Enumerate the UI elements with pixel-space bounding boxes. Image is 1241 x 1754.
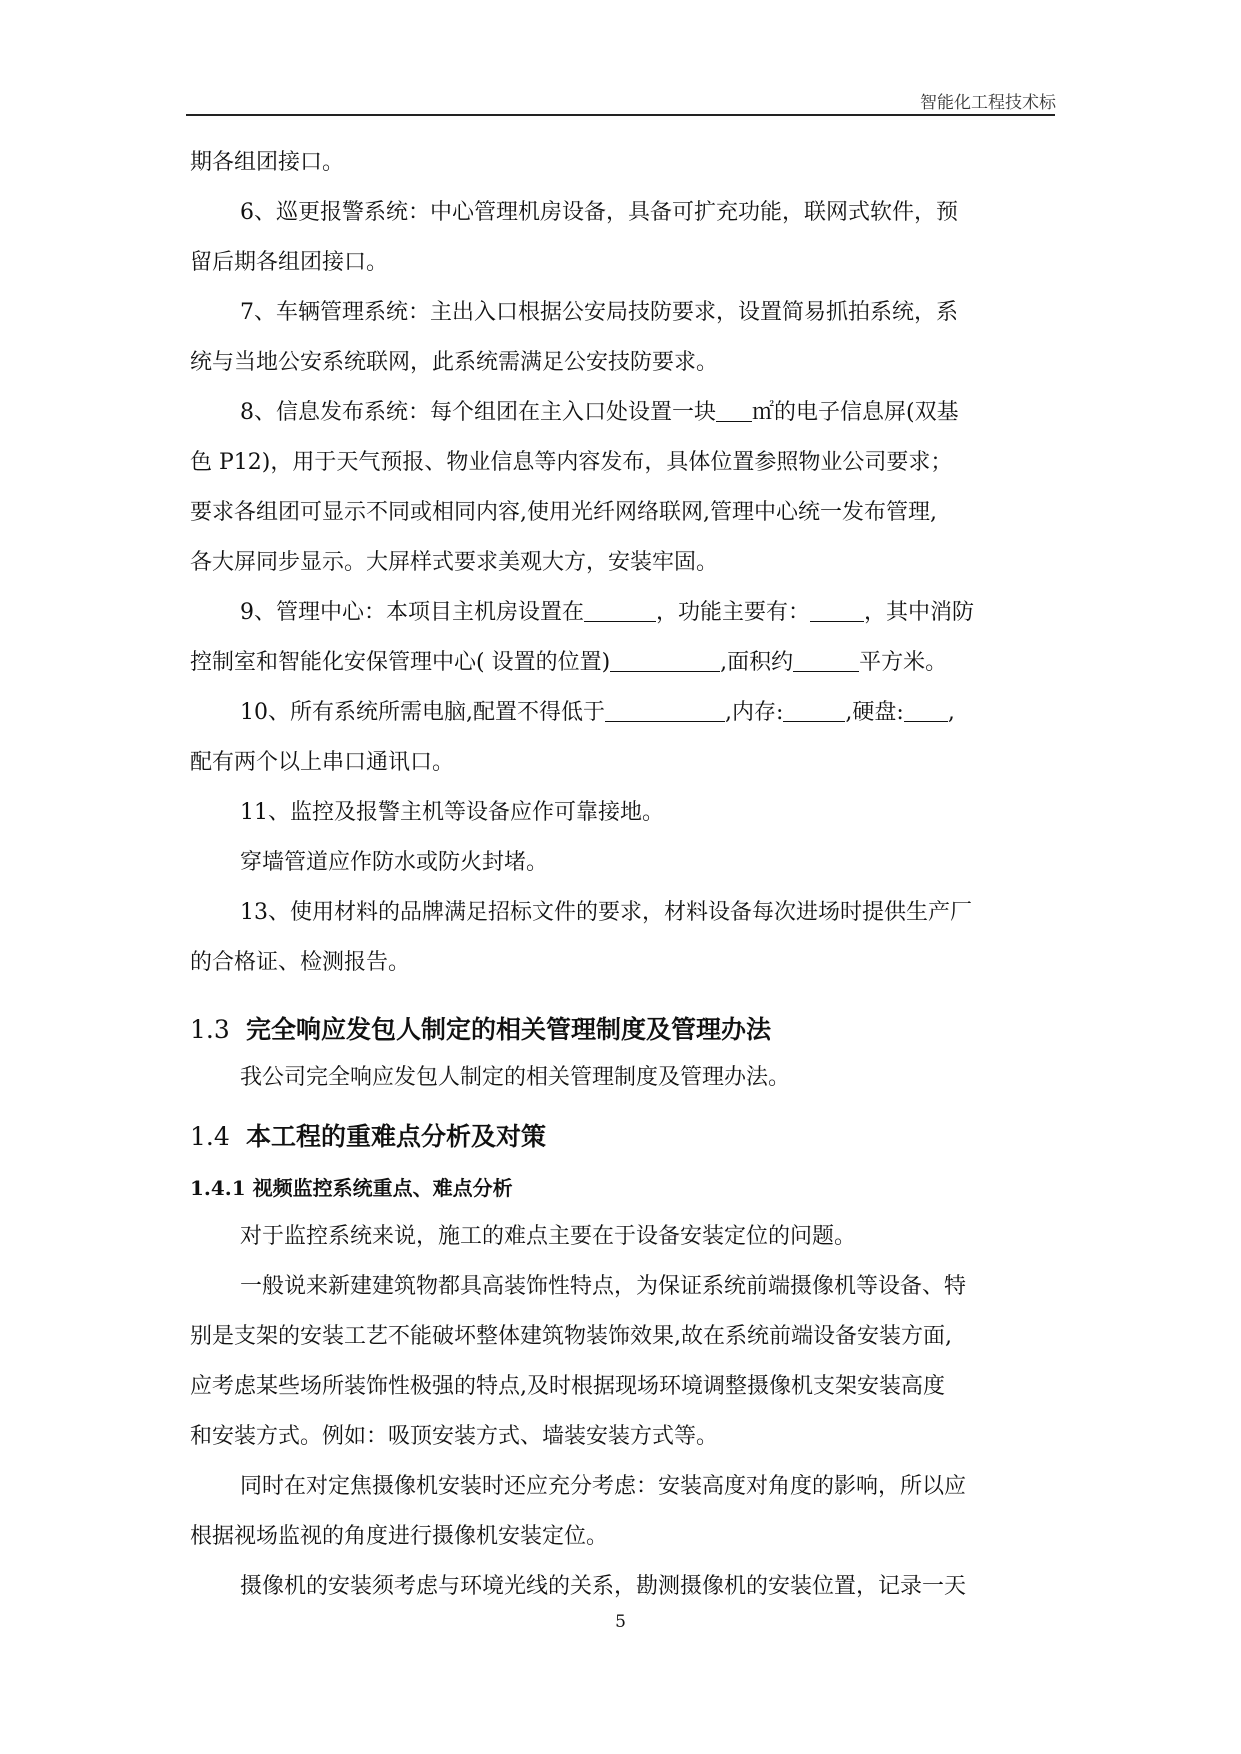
fill-blank — [605, 701, 725, 722]
fill-blank — [584, 601, 656, 622]
paragraph-line — [240, 700, 955, 726]
fill-blank — [716, 401, 752, 422]
fill-blank — [904, 701, 948, 722]
text-fragment: 控制室和智能化安保管理中心( 设置的位置) — [190, 650, 611, 675]
paragraph-line: 我公司完全响应发包人制定的相关管理制度及管理办法。 — [240, 1065, 791, 1090]
text-fragment: 9、管理中心：本项目主机房设置在 — [240, 600, 584, 625]
page-number: 5 — [615, 1612, 626, 1632]
paragraph-line: 期各组团接口。 — [190, 150, 345, 175]
text-fragment: ,面积约 — [720, 650, 794, 675]
paragraph-line: 7、车辆管理系统：主出入口根据公安局技防要求，设置简易抓拍系统，系 — [240, 300, 958, 325]
paragraph-line: 别是支架的安装工艺不能破坏整体建筑物装饰效果,故在系统前端设备安装方面, — [190, 1324, 952, 1349]
fill-blank — [783, 701, 845, 722]
paragraph-line: 配有两个以上串口通讯口。 — [190, 750, 455, 775]
text-fragment: , — [947, 700, 955, 725]
paragraph-line — [240, 400, 959, 426]
subsection-heading-1-4-1: 1.4.1 视频监控系统重点、难点分析 — [190, 1176, 513, 1200]
paragraph-line — [190, 650, 947, 676]
paragraph-line: 13、使用材料的品牌满足招标文件的要求，材料设备每次进场时提供生产厂 — [240, 900, 972, 925]
paragraph-line: 留后期各组团接口。 — [190, 250, 389, 275]
fill-blank — [810, 601, 864, 622]
fill-blank — [793, 651, 859, 672]
text-fragment: ，其中消防 — [864, 600, 975, 625]
text-fragment: 10、所有系统所需电脑,配置不得低于 — [240, 700, 605, 725]
section-title: 完全响应发包人制定的相关管理制度及管理办法 — [246, 1015, 772, 1044]
text-fragment: 平方米。 — [859, 650, 948, 675]
paragraph-line: 的合格证、检测报告。 — [190, 950, 411, 975]
fill-blank — [610, 651, 720, 672]
paragraph-line: 一般说来新建建筑物都具高装饰性特点，为保证系统前端摄像机等设备、特 — [240, 1274, 967, 1299]
paragraph-line: 根据视场监视的角度进行摄像机安装定位。 — [190, 1524, 609, 1549]
paragraph-line: 对于监控系统来说，施工的难点主要在于设备安装定位的问题。 — [240, 1224, 857, 1249]
header-rule — [186, 114, 1055, 116]
text-fragment: ㎡的电子信息屏(双基 — [752, 400, 959, 425]
paragraph-line — [240, 600, 974, 626]
section-title: 本工程的重难点分析及对策 — [246, 1122, 547, 1151]
text-fragment: ,内存: — [725, 700, 784, 725]
paragraph-line: 穿墙管道应作防水或防火封堵。 — [240, 850, 549, 875]
paragraph-line: 11、监控及报警主机等设备应作可靠接地。 — [240, 800, 664, 825]
paragraph-line: 统与当地公安系统联网，此系统需满足公安技防要求。 — [190, 350, 719, 375]
text-fragment: ，功能主要有： — [656, 600, 811, 625]
paragraph-line: 同时在对定焦摄像机安装时还应充分考虑：安装高度对角度的影响，所以应 — [240, 1474, 967, 1499]
section-number: 1.4 — [190, 1122, 230, 1151]
running-header: 智能化工程技术标 — [920, 93, 1056, 113]
section-number: 1.3 — [190, 1015, 230, 1044]
paragraph-line: 摄像机的安装须考虑与环境光线的关系，勘测摄像机的安装位置，记录一天 — [240, 1574, 967, 1599]
text-fragment: ,硬盘: — [845, 700, 904, 725]
section-heading-1-4 — [190, 1117, 546, 1153]
paragraph-line: 各大屏同步显示。大屏样式要求美观大方，安装牢固。 — [190, 550, 719, 575]
paragraph-line: 应考虑某些场所装饰性极强的特点,及时根据现场环境调整摄像机支架安装高度 — [190, 1374, 945, 1399]
paragraph-line: 要求各组团可显示不同或相同内容,使用光纤网络联网,管理中心统一发布管理, — [190, 500, 937, 525]
paragraph-line: 色 P12)，用于天气预报、物业信息等内容发布，具体位置参照物业公司要求； — [190, 450, 953, 475]
paragraph-line: 6、巡更报警系统：中心管理机房设备，具备可扩充功能，联网式软件，预 — [240, 200, 958, 225]
paragraph-line: 和安装方式。例如：吸顶安装方式、墙装安装方式等。 — [190, 1424, 719, 1449]
text-fragment: 8、信息发布系统：每个组团在主入口处设置一块 — [240, 400, 716, 425]
section-heading-1-3 — [190, 1010, 771, 1046]
